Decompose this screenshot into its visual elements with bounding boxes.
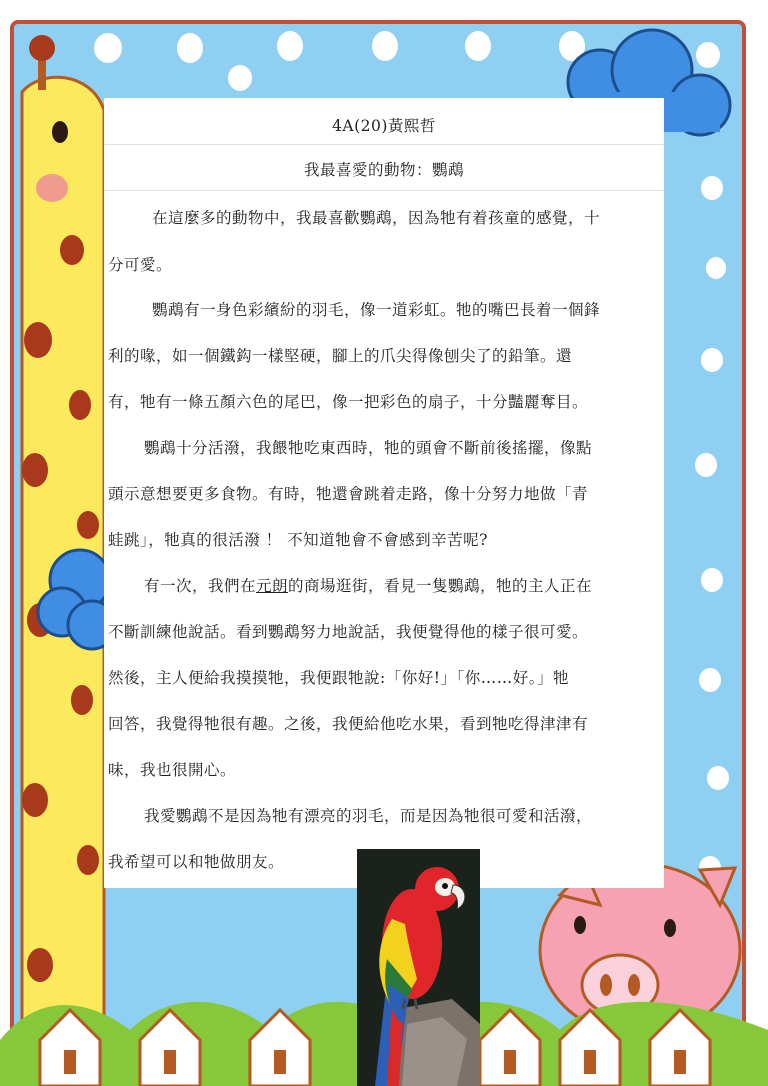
essay-line: 利的喙，如一個鐵鈎一樣堅硬，腳上的爪尖得像刨尖了的鉛筆。還: [108, 347, 573, 365]
essay-text: 的商場逛街，看見一隻鸚鵡，牠的主人正在: [288, 577, 593, 595]
essay-text: 有一次，我們在: [144, 577, 257, 595]
essay-paper: [104, 98, 664, 888]
essay-line: 味，我也很開心。: [108, 761, 237, 779]
essay-line: 頭示意想要更多食物。有時，牠還會跳着走路，像十分努力地做「青: [108, 485, 589, 503]
essay-line: 我愛鸚鵡不是因為牠有漂亮的羽毛，而是因為牠很可愛和活潑，: [144, 807, 593, 825]
parrot-photo: [357, 849, 480, 1086]
essay-line: 在這麼多的動物中，我最喜歡鸚鵡，因為牠有着孩童的感覺，十: [152, 209, 601, 227]
essay-line: 鸚鵡有一身色彩繽紛的羽毛，像一道彩虹。牠的嘴巴長着一個鋒: [152, 301, 601, 319]
essay-line: 鸚鵡十分活潑，我餵牠吃東西時，牠的頭會不斷前後搖擺，像點: [144, 439, 593, 457]
essay-line: 然後，主人便給我摸摸牠，我便跟牠說:「你好!」「你……好。」牠: [108, 669, 569, 687]
essay-line: 不斷訓練他說話。看到鸚鵡努力地說話，我便覺得他的樣子很可愛。: [108, 623, 589, 641]
parrot-icon: [357, 849, 480, 1086]
essay-line: 回答，我覺得牠很有趣。之後，我便給他吃水果，看到牠吃得津津有: [108, 715, 589, 733]
essay-line: 有，牠有一條五顏六色的尾巴，像一把彩色的扇子，十分豔麗奪目。: [108, 393, 589, 411]
essay-line: 我希望可以和牠做朋友。: [108, 853, 285, 871]
divider: [104, 144, 664, 145]
place-name: 元朗: [256, 577, 289, 595]
essay-line: [144, 574, 664, 596]
essay-title: 我最喜愛的動物：鸚鵡: [303, 161, 464, 179]
divider: [104, 190, 664, 191]
essay-line: 分可愛。: [108, 256, 173, 274]
essay-line: 蛙跳」，牠真的很活潑 ！ 不知道牠會不會感到辛苦呢?: [108, 531, 488, 549]
author-line: 4A(20)黃熙哲: [332, 117, 436, 135]
giraffe-illustration: [22, 35, 104, 1060]
